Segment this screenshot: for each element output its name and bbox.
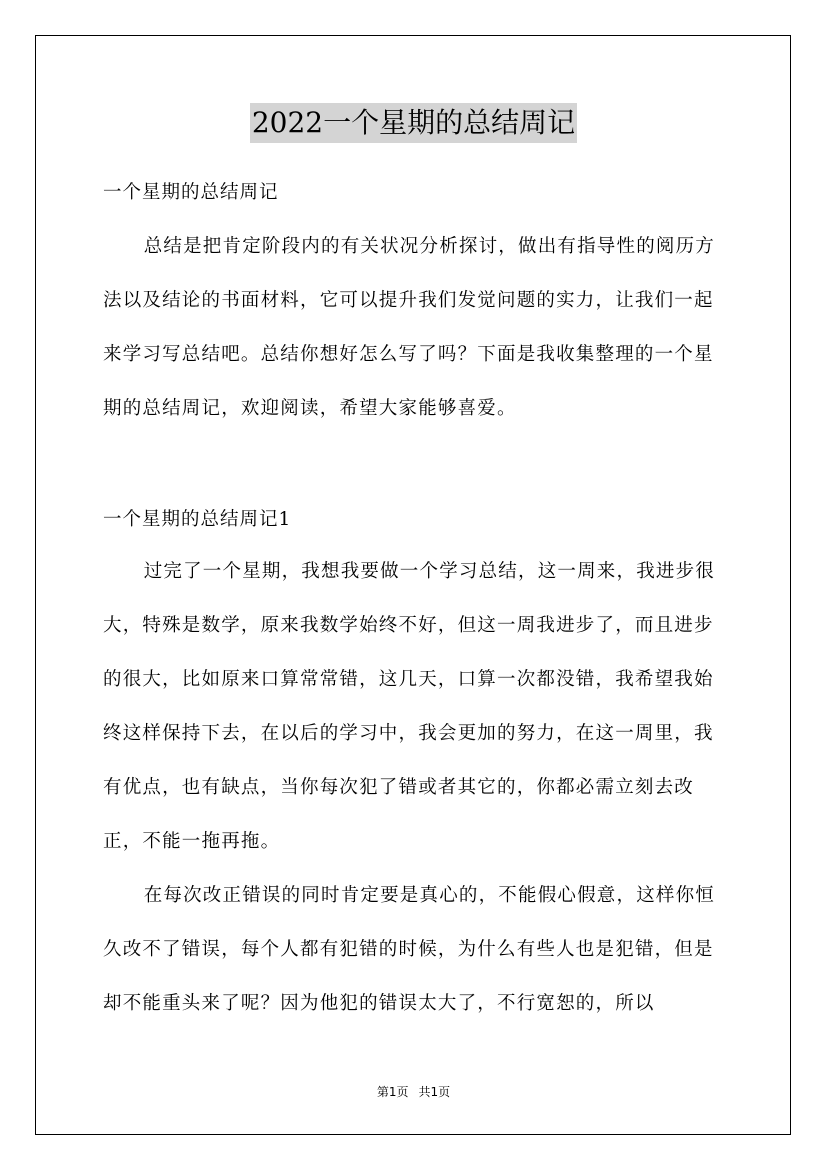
title-container <box>0 103 827 143</box>
page-number: 第1页 <box>376 1085 409 1099</box>
body-paragraph-1: 过完了一个星期，我想我要做一个学习总结，这一周来，我进步很大，特殊是数学，原来我数学始终不好，但这一周我进步了，而且进步的很大，比如原来口算常常错，这几天，口算一次都没错，我希望我始终这样保持下去，在以后的学习中，我会更加的努力，在这一周里，我有优点，也有缺点，当你每次犯了错或者其它的，你都必需立刻去改正，不能一拖再拖。 <box>103 561 715 852</box>
body-paragraph-2: 在每次改正错误的同时肯定要是真心的，不能假心假意，这样你恒久改不了错误，每个人都有犯错的时候，为什么有些人也是犯错，但是却不能重头来了呢？因为他犯的错误太大了，不行宽恕的，所以 <box>103 885 715 1014</box>
section-heading-numbered: 一个星期的总结周记1 <box>103 509 292 530</box>
intro-paragraph: 总结是把肯定阶段内的有关状况分析探讨，做出有指导性的阅历方法以及结论的书面材料，它可以提升我们发觉问题的实力，让我们一起来学习写总结吧。总结你想好怎么写了吗？下面是我收集整理的一个星期的总结周记，欢迎阅读，希望大家能够喜爱。 <box>103 236 715 419</box>
total-pages: 共1页 <box>418 1085 451 1099</box>
section-heading: 一个星期的总结周记 <box>103 182 279 203</box>
page-footer <box>0 1084 827 1100</box>
document-title: 2022一个星期的总结周记 <box>250 103 577 143</box>
